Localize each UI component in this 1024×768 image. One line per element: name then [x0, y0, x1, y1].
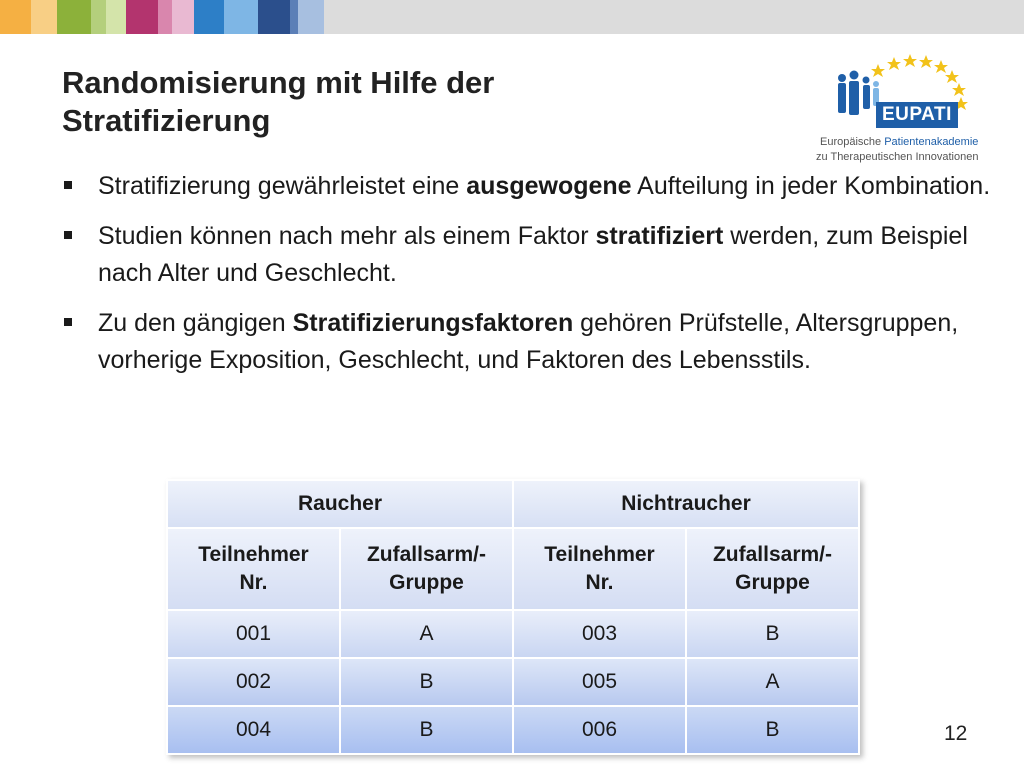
bullet-text: gehören Prüfstelle, Altersgruppen, vorherige Exposition, Geschlecht, und Faktoren des Lebensstils. [98, 309, 959, 374]
column-header-line: Gruppe [735, 571, 810, 594]
logo-tagline-1b: Patientenakademie [884, 136, 979, 148]
color-bar-segment [91, 0, 106, 34]
table-cell: 003 [513, 610, 686, 658]
color-bar-segment [0, 0, 31, 34]
column-header-line: Teilnehmer [544, 543, 655, 566]
table-cell: B [340, 706, 513, 754]
bullet-text: Aufteilung in jeder Kombination. [631, 172, 991, 200]
table-cell: 002 [167, 658, 340, 706]
eupati-logo [812, 50, 1002, 170]
bullet-item [62, 305, 1012, 379]
column-header-line: Nr. [585, 571, 614, 594]
color-bar-segment [106, 0, 126, 34]
table-column-header-row [167, 528, 859, 610]
column-header-line: Teilnehmer [198, 543, 309, 566]
table-cell: B [686, 610, 859, 658]
bullet-square-icon [64, 318, 72, 326]
logo-tagline-1a: Europäische [820, 136, 885, 148]
stratification-table [166, 479, 860, 755]
color-bar-segment [31, 0, 57, 34]
bullet-square-icon [64, 231, 72, 239]
decorative-color-bar [0, 0, 1024, 34]
color-bar-segment [298, 0, 324, 34]
bullet-text: Studien können nach mehr als einem Faktor [98, 222, 596, 250]
logo-wordmark: EUPATI [876, 102, 958, 128]
group-header-smokers: Raucher [167, 480, 513, 528]
table-row [167, 706, 859, 754]
color-bar-segment [194, 0, 224, 34]
table-cell: 001 [167, 610, 340, 658]
column-header-line: Zufallsarm/- [366, 543, 487, 566]
table-cell: B [686, 706, 859, 754]
table-cell: 004 [167, 706, 340, 754]
table-cell: A [686, 658, 859, 706]
bullet-item [62, 168, 1012, 205]
table-cell: 005 [513, 658, 686, 706]
column-header [686, 528, 859, 610]
title-line-2: Stratifizierung [62, 103, 271, 138]
bullet-text: Zu den gängigen [98, 309, 293, 337]
bullet-bold-text: Stratifizierungsfaktoren [292, 309, 574, 337]
column-header-line: Gruppe [389, 571, 464, 594]
table-cell: A [340, 610, 513, 658]
table-group-header-row [167, 480, 859, 528]
slide-title [62, 64, 762, 140]
bullet-item [62, 218, 1012, 292]
logo-tagline-2: zu Therapeutischen Innovationen [816, 151, 979, 163]
column-header [340, 528, 513, 610]
bullet-text: werden, zum Beispiel nach Alter und Geschlecht. [98, 222, 968, 287]
table-cell: 006 [513, 706, 686, 754]
bullet-list [62, 168, 1012, 392]
color-bar-segment [126, 0, 158, 34]
logo-tagline-1 [820, 136, 978, 148]
column-header-line: Zufallsarm/- [712, 543, 833, 566]
bullet-bold-text: stratifiziert [595, 222, 724, 250]
table-row [167, 658, 859, 706]
table-row [167, 610, 859, 658]
table-cell: B [340, 658, 513, 706]
color-bar-segment [224, 0, 258, 34]
column-header-line: Nr. [239, 571, 268, 594]
bullet-text: Stratifizierung gewährleistet eine [98, 172, 467, 200]
column-header [513, 528, 686, 610]
color-bar-segment [158, 0, 172, 34]
color-bar-segment [57, 0, 91, 34]
column-header [167, 528, 340, 610]
color-bar-segment [258, 0, 290, 34]
page-number: 12 [944, 722, 968, 745]
color-bar-segment [290, 0, 298, 34]
bullet-bold-text: ausgewogene [466, 172, 632, 200]
color-bar-rest [324, 0, 1024, 34]
title-line-1: Randomisierung mit Hilfe der [62, 65, 495, 100]
group-header-nonsmokers: Nichtraucher [513, 480, 859, 528]
color-bar-segment [172, 0, 194, 34]
bullet-square-icon [64, 181, 72, 189]
